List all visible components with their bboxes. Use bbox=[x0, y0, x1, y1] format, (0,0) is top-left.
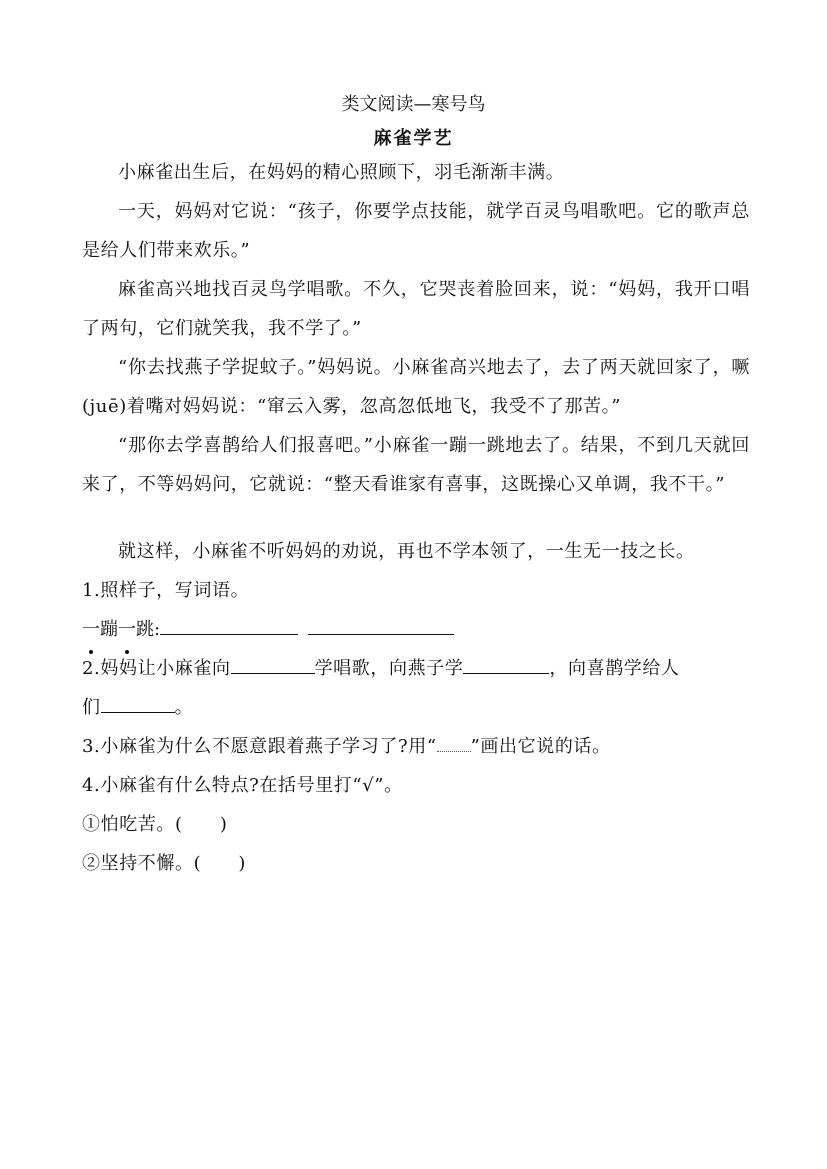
question-2-text-c: ，向喜鹊学给人 bbox=[549, 658, 680, 679]
answer-blank-2c[interactable] bbox=[101, 690, 175, 713]
example-colon: : bbox=[154, 619, 161, 640]
question-2-text-d: 们 bbox=[82, 697, 101, 718]
passage-paragraph-2: 一天，妈妈对它说：“孩子，你要学点技能，就学百灵鸟唱歌吧。它的歌声总是给人们带来欢乐。” bbox=[82, 201, 750, 261]
example-char-1: 一 bbox=[82, 610, 100, 649]
answer-blank-1a[interactable] bbox=[160, 612, 298, 635]
example-char-3: 一 bbox=[118, 610, 136, 649]
example-char-2: 蹦 bbox=[100, 619, 118, 640]
question-2-text-a: 2.妈妈让小麻雀向 bbox=[82, 658, 231, 679]
answer-blank-1b[interactable] bbox=[308, 612, 454, 635]
passage-paragraph-4: “你去找燕子学捉蚊子。”妈妈说。小麻雀高兴地去了，去了两天就回家了，噘(juē)着嘴对妈妈说：“窜云入雾，忽高忽低地飞，我受不了那苦。” bbox=[82, 357, 750, 417]
passage-paragraph-6: 就这样，小麻雀不听妈妈的劝说，再也不学本领了，一生无一技之长。 bbox=[118, 541, 695, 562]
passage-paragraph-5: “那你去学喜鹊给人们报喜吧。”小麻雀一蹦一跳地去了。结果，不到几天就回来了，不等妈妈问，它就说：“整天看谁家有喜事，这既操心又单调，我不干。” bbox=[82, 435, 750, 495]
example-char-4: 跳 bbox=[136, 619, 154, 640]
question-3-text-b: ”画出它说的话。 bbox=[470, 736, 611, 757]
question-4-option-1[interactable]: ①怕吃苦。( ) bbox=[82, 814, 228, 835]
page-title: 类文阅读—寒号鸟 bbox=[341, 94, 486, 115]
question-3 bbox=[82, 727, 750, 766]
passage-paragraph-3: 麻雀高兴地找百灵鸟学唱歌。不久，它哭丧着脸回来，说：“妈妈，我开口唱了两句，它们就笑我，我不学了。” bbox=[82, 279, 750, 339]
question-3-text-a: 3.小麻雀为什么不愿意跟着燕子学习了?用“ bbox=[82, 736, 437, 757]
question-4: 4.小麻雀有什么特点?在括号里打“√”。 bbox=[82, 775, 403, 796]
answer-blank-2b[interactable] bbox=[463, 651, 549, 674]
question-2-continued bbox=[82, 688, 750, 727]
answer-blank-2a[interactable] bbox=[231, 651, 315, 674]
question-4-option-2[interactable]: ②坚持不懈。( ) bbox=[82, 853, 247, 874]
question-1: 1.照样子，写词语。 bbox=[82, 580, 250, 601]
question-2-text-b: 学唱歌，向燕子学 bbox=[314, 658, 464, 679]
question-2 bbox=[82, 649, 750, 688]
question-2-text-e: 。 bbox=[174, 697, 194, 718]
passage-paragraph-1: 小麻雀出生后，在妈妈的精心照顾下，羽毛渐渐丰满。 bbox=[118, 162, 565, 183]
underline-sample bbox=[437, 737, 471, 752]
question-1-example bbox=[82, 610, 750, 649]
passage-title: 麻雀学艺 bbox=[373, 128, 454, 149]
